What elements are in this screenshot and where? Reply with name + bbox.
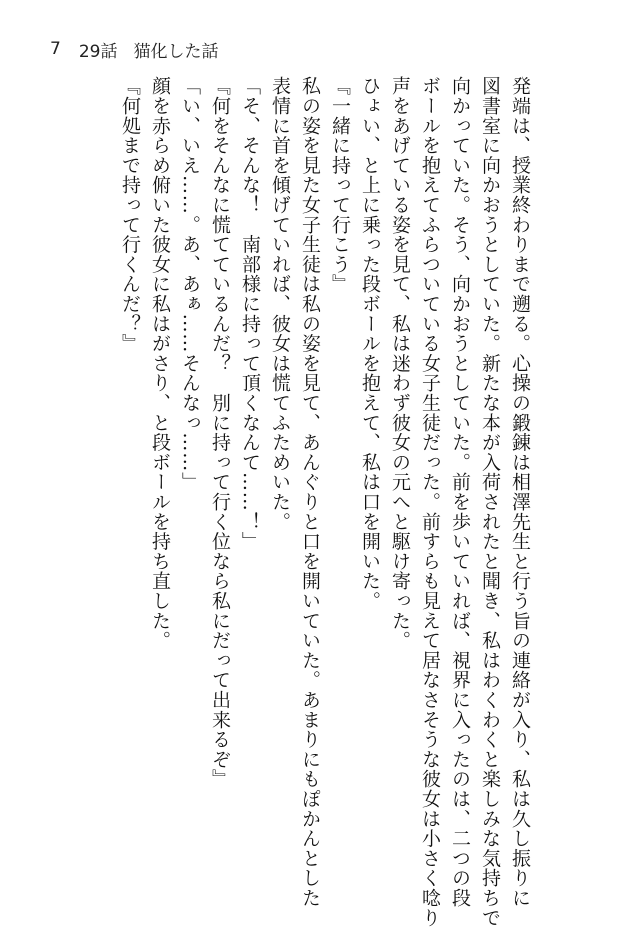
text-line: 向かっていた。そう、向かおうとしていた。前を歩いていれば、視界に入ったのは、二つの段 [449,76,471,908]
chapter-number: 29話 [78,41,118,62]
text-line: ボールを抱えてふらついている女子生徒だった。前すらも見えて居なさそうな彼女は小さく唸り [419,76,441,927]
text-line: 『一緒に持って行こう』 [329,76,351,294]
text-line: 発端は、授業終わりまで遡る。心操の鍛錬は相澤先生と行う旨の連絡が入り、私は久し振りに [509,76,531,908]
text-line: 『何処まで持って行くんだ？』 [119,76,141,354]
text-line: 声をあげている姿を見て、私は迷わず彼女の元へと駆け寄った。 [389,76,411,651]
text-line: 「そ、そんな！ 南部様に持って頂くなんて……！」 [239,76,261,552]
page-number: 7 [50,39,61,59]
page-header [50,36,218,62]
text-line: 「い、いえ……。あ、あぁ……そんなっ……」 [179,76,201,492]
text-line: 図書室に向かおうとしていた。新たな本が入荷されたと聞き、私はわくわくと楽しみな気持ちで [479,76,501,927]
chapter-title: 猫化した話 [133,41,219,62]
text-line: 『何をそんなに慌てているんだ？ 別に持って行く位なら私にだって出来るぞ』 [209,76,231,789]
text-line: 私の姿を見た女子生徒は私の姿を見て、あんぐりと口を開いていた。あまりにもぽかんとした [299,76,321,908]
text-line: 表情に首を傾げていれば、彼女は慌てふためいた。 [269,76,291,532]
text-line: 顔を赤らめ俯いた彼女に私はがさり、と段ボールを持ち直した。 [149,76,171,651]
body-text [115,76,535,927]
text-line: ひょい、と上に乗った段ボールを抱えて、私は口を開いた。 [359,76,381,611]
